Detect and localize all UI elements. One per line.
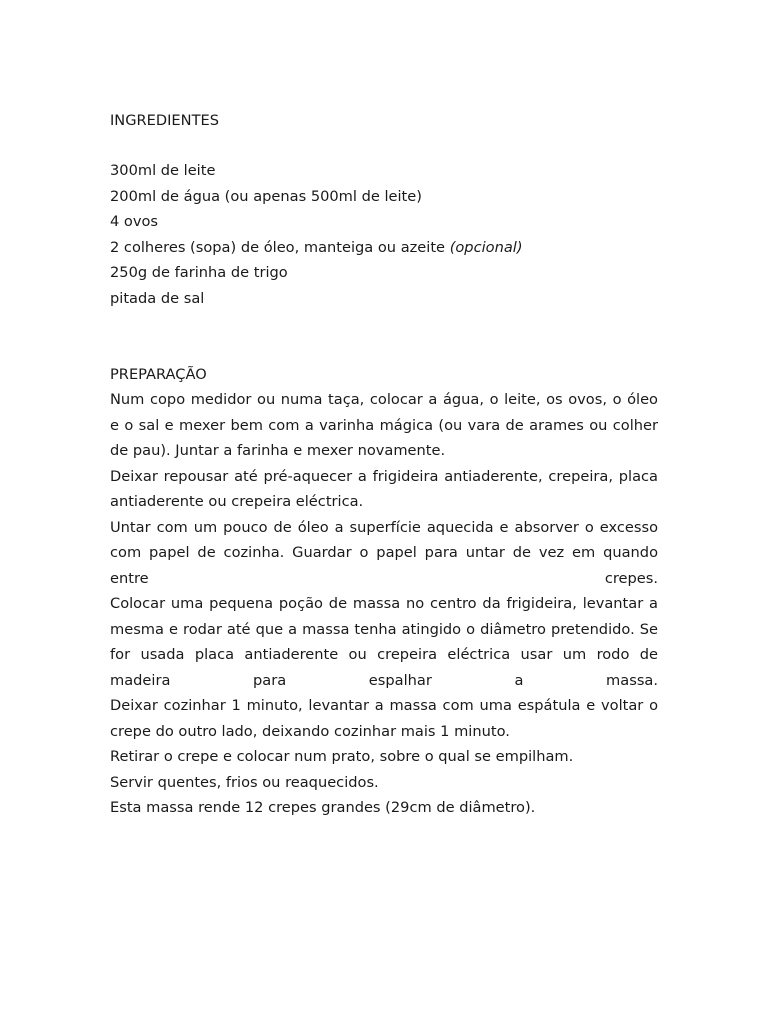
preparation-paragraph: Num copo medidor ou numa taça, colocar a água, o leite, os ovos, o óleo e o sal e mexer bem com a varinha mágica (ou vara de arames ou colher de pau). Juntar a farinha e mexer novamente. <box>110 391 658 459</box>
ingredient-item <box>110 260 658 286</box>
ingredient-item <box>110 209 658 235</box>
preparation-paragraph: Colocar uma pequena poção de massa no centro da frigideira, levantar a mesma e rodar até que a massa tenha atingido o diâmetro pretendido. Se for usada placa antiaderente ou crepeira eléctrica usar um rodo de madeira para espalhar a massa. <box>110 595 658 689</box>
ingredient-item <box>110 235 658 261</box>
ingredients-heading: INGREDIENTES <box>110 112 219 129</box>
ingredient-text: 300ml de leite <box>110 162 216 179</box>
ingredient-text: 250g de farinha de trigo <box>110 264 288 281</box>
document-page <box>110 108 658 821</box>
preparation-paragraph: Deixar cozinhar 1 minuto, levantar a massa com uma espátula e voltar o crepe do outro lado, deixando cozinhar mais 1 minuto. <box>110 697 658 740</box>
preparation-paragraph: Untar com um pouco de óleo a superfície aquecida e absorver o excesso com papel de cozinha. Guardar o papel para untar de vez em quando entre crepes. <box>110 518 658 587</box>
ingredient-text: 200ml de água (ou apenas 500ml de leite) <box>110 187 422 205</box>
preparation-steps <box>110 387 658 821</box>
preparation-heading: PREPARAÇÃO <box>110 366 207 383</box>
ingredient-item <box>110 286 658 312</box>
ingredient-item <box>110 158 658 184</box>
preparation-paragraph: Servir quentes, frios ou reaquecidos. <box>110 773 379 791</box>
ingredient-text: pitada de sal <box>110 289 205 307</box>
ingredient-text: 4 ovos <box>110 213 159 230</box>
preparation-paragraph: Deixar repousar até pré-aquecer a frigideira antiaderente, crepeira, placa antiaderente ou crepeira eléctrica. <box>110 467 658 510</box>
ingredient-note: (opcional) <box>449 238 523 256</box>
preparation-paragraph: Esta massa rende 12 crepes grandes (29cm de diâmetro). <box>110 799 536 816</box>
ingredient-text: 2 colheres (sopa) de óleo, manteiga ou azeite <box>110 238 450 256</box>
ingredients-list <box>110 158 658 311</box>
ingredient-item <box>110 184 658 210</box>
preparation-paragraph: Retirar o crepe e colocar num prato, sobre o qual se empilham. <box>110 748 574 765</box>
